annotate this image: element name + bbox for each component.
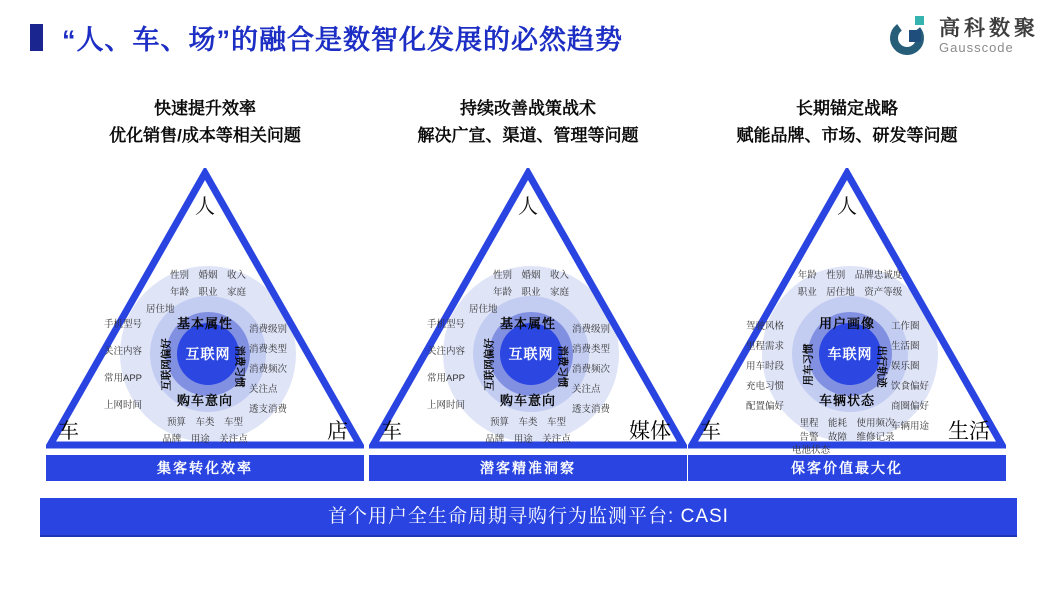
attr-row: 居住地 — [469, 304, 498, 315]
logo-text — [939, 17, 1039, 55]
attr-item: 充电习惯 — [745, 381, 784, 392]
triangle-diagram — [369, 168, 687, 450]
ring-label-right: 消费习惯 — [233, 345, 246, 388]
ring-label-left: 互联网偏好 — [483, 338, 496, 391]
ring-label-bottom: 车辆状态 — [818, 393, 875, 408]
attr-row: 性别 婚姻 收入 — [492, 270, 569, 281]
panel-heading — [688, 95, 1006, 149]
attr-item: 消费级别 — [249, 324, 288, 335]
attr-row: 里程 能耗 使用频次 — [799, 418, 895, 429]
ring-label-right: 出行轨迹 — [875, 345, 888, 388]
attr-row: 年龄 性别 品牌忠诚度 — [797, 270, 903, 281]
panel-heading-line2: 赋能品牌、市场、研发等问题 — [736, 126, 958, 145]
ring-label-top: 用户画像 — [818, 316, 875, 331]
corner-label-right: 生活 — [948, 420, 990, 443]
center-circle-label: 车联网 — [819, 323, 881, 385]
panel-heading-line1: 快速提升效率 — [154, 99, 256, 118]
logo-name: 高科数聚 — [939, 17, 1039, 40]
panel-media — [369, 95, 687, 487]
attr-item: 常用APP — [426, 373, 465, 384]
panel-heading-line1: 长期锚定战略 — [796, 99, 898, 118]
kpi-bar: 潜客精准洞察 — [369, 455, 687, 481]
bottom-attributes — [748, 417, 946, 458]
top-attributes — [774, 267, 926, 301]
apex-label: 人 — [518, 196, 538, 218]
triangle-diagram — [688, 168, 1006, 456]
panel-heading-line1: 持续改善战策战术 — [460, 99, 596, 118]
attr-item: 里程需求 — [745, 341, 784, 352]
gausscode-logo-icon — [886, 14, 930, 58]
attr-item: 消费类型 — [572, 344, 611, 355]
attr-item: 娱乐圈 — [891, 361, 920, 372]
attr-item: 上网时间 — [103, 400, 142, 411]
right-attributes — [249, 321, 331, 415]
attr-row: 职业 居住地 资产等级 — [797, 287, 903, 298]
attr-item: 消费级别 — [572, 324, 611, 335]
attr-item: 关注点 — [572, 384, 601, 395]
attr-item: 消费频次 — [249, 364, 288, 375]
triangle-diagram — [46, 168, 364, 450]
kpi-bar: 保客价值最大化 — [688, 455, 1006, 481]
attr-item: 工作圈 — [891, 321, 920, 332]
left-attributes — [56, 316, 142, 411]
ring-label-bottom: 购车意向 — [499, 393, 556, 408]
attr-row: 预算 车类 车型 — [489, 417, 566, 428]
top-attributes — [455, 267, 607, 318]
attr-item: 用车时段 — [745, 361, 784, 372]
attr-row: 年龄 职业 家庭 — [169, 287, 246, 298]
attr-row: 电池状态 — [792, 445, 831, 456]
logo-subtitle: Gausscode — [939, 40, 1014, 55]
attr-item: 驾驶风格 — [745, 321, 784, 332]
ring-label-top: 基本属性 — [499, 316, 556, 331]
attr-item: 透支消费 — [572, 404, 611, 415]
attr-row: 品牌 用途 关注点 — [485, 434, 571, 445]
attr-item: 饮食偏好 — [891, 381, 930, 392]
corner-label-right: 店 — [327, 420, 348, 443]
attr-item: 消费频次 — [572, 364, 611, 375]
attr-item: 消费类型 — [249, 344, 288, 355]
panel-heading — [46, 95, 364, 149]
attr-row: 年龄 职业 家庭 — [492, 287, 569, 298]
page-title: “人、车、场”的融合是数智化发展的必然趋势 — [62, 25, 623, 55]
corner-label-left: 车 — [381, 420, 402, 443]
bottom-attributes — [429, 414, 627, 448]
panel-life — [688, 95, 1006, 487]
attr-row: 预算 车类 车型 — [166, 417, 243, 428]
corner-label-left: 车 — [700, 420, 721, 443]
apex-label: 人 — [837, 196, 857, 218]
attr-row: 性别 婚姻 收入 — [169, 270, 246, 281]
ring-label-bottom: 购车意向 — [176, 393, 233, 408]
attr-item: 关注内容 — [103, 346, 142, 357]
attr-item: 常用APP — [103, 373, 142, 384]
title-bullet — [30, 24, 43, 51]
ring-label-left: 互联网偏好 — [160, 338, 173, 391]
top-attributes — [132, 267, 284, 318]
attr-item: 商圈偏好 — [891, 401, 930, 412]
corner-label-right: 媒体 — [629, 420, 671, 443]
right-attributes — [572, 321, 654, 415]
bottom-attributes — [106, 414, 304, 448]
attr-item: 关注内容 — [426, 346, 465, 357]
apex-label: 人 — [195, 196, 215, 218]
ring-label-top: 基本属性 — [176, 316, 233, 331]
ring-label-right: 消费习惯 — [556, 345, 569, 388]
panel-heading-line2: 解决广宣、渠道、管理等问题 — [417, 126, 639, 145]
attr-item: 生活圈 — [891, 341, 920, 352]
center-circle-label: 互联网 — [177, 323, 239, 385]
left-attributes — [379, 316, 465, 411]
panel-heading — [369, 95, 687, 149]
logo — [886, 14, 1039, 58]
panel-dealer — [46, 95, 364, 487]
center-circle-label: 互联网 — [500, 323, 562, 385]
attr-item: 车辆用途 — [891, 421, 930, 432]
kpi-bar: 集客转化效率 — [46, 455, 364, 481]
attr-row: 品牌 用途 关注点 — [162, 434, 248, 445]
corner-label-left: 车 — [58, 420, 79, 443]
attr-item: 配置偏好 — [745, 401, 784, 412]
attr-row: 居住地 — [146, 304, 175, 315]
attr-item: 关注点 — [249, 384, 278, 395]
footer-banner: 首个用户全生命周期寻购行为监测平台: CASI — [40, 498, 1017, 537]
left-attributes — [698, 318, 784, 412]
attr-item: 手机型号 — [103, 319, 142, 330]
panel-heading-line2: 优化销售/成本等相关问题 — [109, 126, 301, 145]
ring-label-left: 用车习惯 — [802, 343, 815, 386]
attr-item: 上网时间 — [426, 400, 465, 411]
attr-item: 手机型号 — [426, 319, 465, 330]
attr-row: 告警 故障 维修记录 — [799, 431, 895, 443]
attr-item: 透支消费 — [249, 404, 288, 415]
